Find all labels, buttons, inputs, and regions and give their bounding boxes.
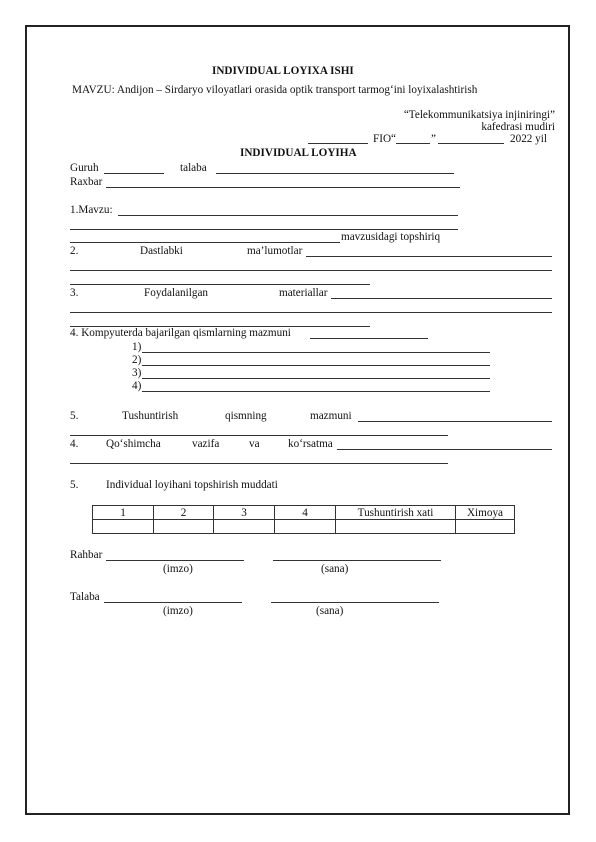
topic-line-1[interactable] xyxy=(118,215,458,216)
student-date-line[interactable] xyxy=(271,602,439,603)
group-line[interactable] xyxy=(104,173,164,174)
table-cell[interactable] xyxy=(214,520,275,534)
form-subtitle: INDIVIDUAL LOYIHA xyxy=(240,147,357,159)
sub-item-1-line[interactable] xyxy=(142,352,490,353)
student-signature-line[interactable] xyxy=(104,602,242,603)
approval-year: 2022 yil xyxy=(510,133,547,145)
item2-line-1[interactable] xyxy=(306,256,552,257)
item2-word1: Dastlabki xyxy=(140,245,183,257)
item6-word1: Qoʻshimcha xyxy=(106,438,161,450)
table-header-cell: Tushuntirish xati xyxy=(336,506,456,520)
item6-line-1[interactable] xyxy=(337,449,552,450)
topic-line-3[interactable] xyxy=(70,242,340,243)
item6-word4: koʻrsatma xyxy=(288,438,333,450)
item6-word2: vazifa xyxy=(192,438,220,450)
item5-word2: qismning xyxy=(225,410,267,422)
deadline-table xyxy=(92,505,515,534)
approval-day-line xyxy=(396,143,430,144)
supervisor-date-caption: (sana) xyxy=(321,563,349,575)
item2-line-3[interactable] xyxy=(70,284,370,285)
approval-signature-line xyxy=(308,143,368,144)
item3-word2: materiallar xyxy=(279,287,328,299)
table-header-cell: 1 xyxy=(93,506,154,520)
item5-line-2[interactable] xyxy=(70,435,448,436)
group-label: Guruh xyxy=(70,162,99,174)
approval-department: “Telekommunikatsiya injiniringi” xyxy=(403,109,555,121)
supervisor-signature-line[interactable] xyxy=(106,560,244,561)
student-line[interactable] xyxy=(216,173,454,174)
approval-fio-label: FIO“ xyxy=(373,133,396,145)
sub-item-3: 3) xyxy=(132,367,142,379)
table-header-cell: 2 xyxy=(154,506,214,520)
signature-student-label: Talaba xyxy=(70,591,100,603)
topic-line-2[interactable] xyxy=(70,229,458,230)
signature-supervisor-label: Rahbar xyxy=(70,549,103,561)
item5-number: 5. xyxy=(70,410,79,422)
topic-label: 1.Mavzu: xyxy=(70,204,113,216)
sub-item-4: 4) xyxy=(132,380,142,392)
document-title: INDIVIDUAL LOYIXA ISHI xyxy=(212,65,354,77)
sub-item-3-line[interactable] xyxy=(142,378,490,379)
student-date-caption: (sana) xyxy=(316,605,344,617)
supervisor-line[interactable] xyxy=(106,187,460,188)
approval-quote-close: ” xyxy=(431,133,436,145)
item7-number: 5. xyxy=(70,479,79,491)
item2-line-2[interactable] xyxy=(70,270,552,271)
table-row xyxy=(93,520,515,534)
item4-line[interactable] xyxy=(310,338,428,339)
topic-line: MAVZU: Andijon – Sirdaryo viloyatlari orasida optik transport tarmogʻini loyixalashtirish xyxy=(72,84,478,96)
item3-word1: Foydalanilgan xyxy=(144,287,209,299)
item3-line-1[interactable] xyxy=(331,298,552,299)
supervisor-label: Raxbar xyxy=(70,176,103,188)
item6-number: 4. xyxy=(70,438,79,450)
item6-word3: va xyxy=(249,438,260,450)
table-cell[interactable] xyxy=(154,520,214,534)
table-cell[interactable] xyxy=(275,520,336,534)
item3-line-2[interactable] xyxy=(70,312,552,313)
sub-item-1: 1) xyxy=(132,341,142,353)
sub-item-4-line[interactable] xyxy=(142,391,490,392)
table-header-cell: 3 xyxy=(214,506,275,520)
sub-item-2-line[interactable] xyxy=(142,365,490,366)
item5-word1: Tushuntirish xyxy=(122,410,179,422)
item7-label: Individual loyihani topshirish muddati xyxy=(106,479,278,491)
sub-item-2: 2) xyxy=(132,354,142,366)
item2-number: 2. xyxy=(70,245,79,257)
approval-head: kafedrasi mudiri xyxy=(481,121,555,133)
table-header-row xyxy=(93,506,515,520)
approval-month-line xyxy=(438,143,504,144)
table-cell[interactable] xyxy=(456,520,515,534)
table-header-cell: 4 xyxy=(275,506,336,520)
item5-line-1[interactable] xyxy=(358,421,552,422)
item6-line-2[interactable] xyxy=(70,463,448,464)
item2-word2: ma’lumotlar xyxy=(247,245,303,257)
supervisor-sign-caption: (imzo) xyxy=(163,563,193,575)
supervisor-date-line[interactable] xyxy=(273,560,441,561)
table-cell[interactable] xyxy=(93,520,154,534)
student-label: talaba xyxy=(180,162,207,174)
item3-number: 3. xyxy=(70,287,79,299)
student-sign-caption: (imzo) xyxy=(163,605,193,617)
item4-label: 4. Kompyuterda bajarilgan qismlarning mazmuni xyxy=(70,327,291,339)
topic-task-label: mavzusidagi topshiriq xyxy=(341,231,441,243)
item5-word3: mazmuni xyxy=(310,410,352,422)
table-cell[interactable] xyxy=(336,520,456,534)
table-header-cell: Ximoya xyxy=(456,506,515,520)
